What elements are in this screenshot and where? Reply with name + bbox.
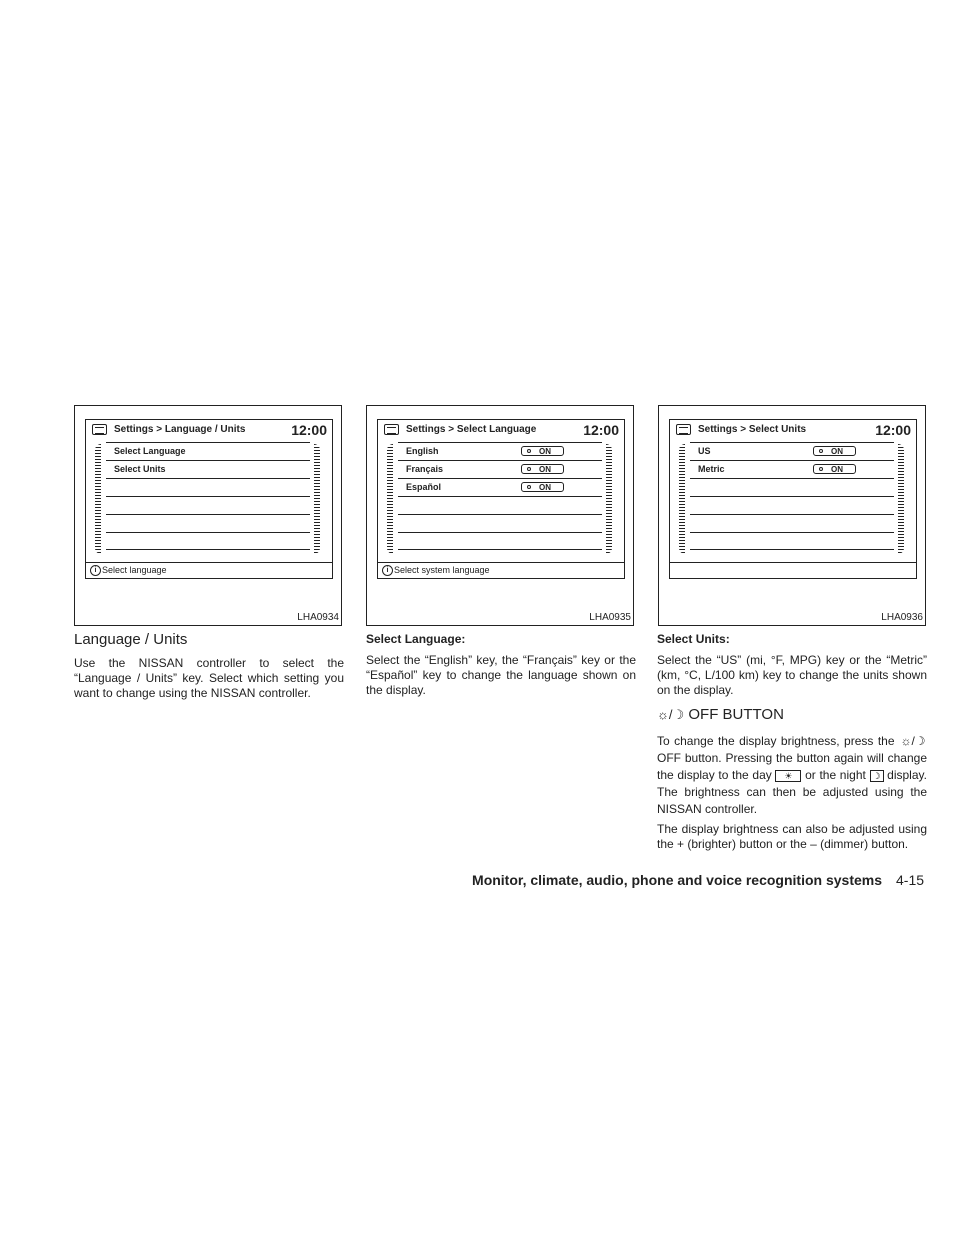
menu-row xyxy=(106,478,310,496)
screen-header xyxy=(86,420,332,441)
help-text: Select system language xyxy=(394,565,490,575)
sun-moon-icon: ☼/☽ xyxy=(657,707,685,722)
radio-dot-icon xyxy=(527,449,531,453)
row-label: Metric xyxy=(698,464,725,474)
night-icon: ☽ xyxy=(870,770,884,782)
figure-language-units xyxy=(74,405,342,626)
radio-dot-icon xyxy=(527,485,531,489)
off-body-part1: To change the display brightness, press the xyxy=(657,734,895,748)
select-units-heading: Select Units: xyxy=(657,632,730,646)
menu-row[interactable] xyxy=(398,460,602,478)
footer-section-title: Monitor, climate, audio, phone and voice recognition systems xyxy=(472,872,882,888)
toggle-label: ON xyxy=(539,447,551,456)
off-button-body-2: The display brightness can also be adjusted using the + (brighter) button or the – (dimmer) button. xyxy=(657,822,927,851)
screen-header xyxy=(670,420,916,441)
figure-code: LHA0935 xyxy=(589,612,631,623)
menu-row xyxy=(106,514,310,532)
sun-moon-inline-icon: ☼/☽ xyxy=(900,734,926,748)
radio-dot-icon xyxy=(819,449,823,453)
menu-row[interactable] xyxy=(690,442,894,460)
clock: 12:00 xyxy=(583,422,619,438)
radio-dot-icon xyxy=(527,467,531,471)
figure-code: LHA0934 xyxy=(297,612,339,623)
menu-row xyxy=(690,532,894,550)
day-icon: ☀ xyxy=(775,770,801,782)
menu-row[interactable] xyxy=(106,460,310,478)
on-toggle[interactable] xyxy=(521,464,564,474)
menu-icon xyxy=(676,424,691,435)
clock: 12:00 xyxy=(875,422,911,438)
menu-row xyxy=(398,496,602,514)
menu-row[interactable] xyxy=(398,442,602,460)
breadcrumb: Settings > Select Language xyxy=(406,424,537,435)
row-label: Select Language xyxy=(114,446,186,456)
select-units-body: Select the “US” (mi, °F, MPG) key or the “Metric” (km, °C, L/100 km) key to change the units shown on the display. xyxy=(657,653,927,697)
toggle-label: ON xyxy=(831,447,843,456)
on-toggle[interactable] xyxy=(813,464,856,474)
radio-dot-icon xyxy=(819,467,823,471)
row-label: Select Units xyxy=(114,464,166,474)
off-button-title: OFF BUTTON xyxy=(688,706,784,723)
menu-row xyxy=(398,532,602,550)
screen xyxy=(85,419,333,579)
toggle-label: ON xyxy=(831,465,843,474)
menu-row xyxy=(690,478,894,496)
screen-header xyxy=(378,420,624,441)
select-language-heading: Select Language: xyxy=(366,632,466,646)
row-label: US xyxy=(698,446,711,456)
off-button-heading xyxy=(657,706,784,723)
on-toggle[interactable] xyxy=(521,446,564,456)
figure-select-units xyxy=(658,405,926,626)
row-label: Español xyxy=(406,482,442,492)
menu-row xyxy=(690,496,894,514)
menu-row xyxy=(106,496,310,514)
language-units-heading: Language / Units xyxy=(74,631,188,648)
off-body-part3: or the night xyxy=(805,768,866,782)
toggle-label: ON xyxy=(539,483,551,492)
screen xyxy=(377,419,625,579)
menu-row xyxy=(690,514,894,532)
row-label: Français xyxy=(406,464,444,474)
language-units-body: Use the NISSAN controller to select the “Language / Units” key. Select which setting you want to change using the NISSAN controller. xyxy=(74,656,344,700)
menu-icon xyxy=(384,424,399,435)
clock: 12:00 xyxy=(291,422,327,438)
help-text: Select language xyxy=(102,565,167,575)
menu-row[interactable] xyxy=(106,442,310,460)
screen-footer xyxy=(670,562,916,578)
figure-code: LHA0936 xyxy=(881,612,923,623)
off-body-part2: OFF button. Pressing the button again will change the display to the day xyxy=(657,751,927,782)
info-icon: i xyxy=(382,565,393,576)
breadcrumb: Settings > Language / Units xyxy=(114,424,246,435)
menu-row[interactable] xyxy=(690,460,894,478)
on-toggle[interactable] xyxy=(521,482,564,492)
menu-icon xyxy=(92,424,107,435)
row-label: English xyxy=(406,446,439,456)
select-language-body: Select the “English” key, the “Français” key or the “Español” key to change the language shown on the display. xyxy=(366,653,636,697)
toggle-label: ON xyxy=(539,465,551,474)
screen-footer xyxy=(86,562,332,578)
off-body-part4: display. The brightness can then be adjusted using the NISSAN controller. xyxy=(657,768,927,816)
breadcrumb: Settings > Select Units xyxy=(698,424,807,435)
menu-row[interactable] xyxy=(398,478,602,496)
page-number: 4-15 xyxy=(896,872,925,888)
info-icon: i xyxy=(90,565,101,576)
menu-row xyxy=(106,532,310,550)
screen xyxy=(669,419,917,579)
figure-select-language xyxy=(366,405,634,626)
menu-row xyxy=(398,514,602,532)
off-button-body xyxy=(657,733,927,818)
screen-footer xyxy=(378,562,624,578)
on-toggle[interactable] xyxy=(813,446,856,456)
